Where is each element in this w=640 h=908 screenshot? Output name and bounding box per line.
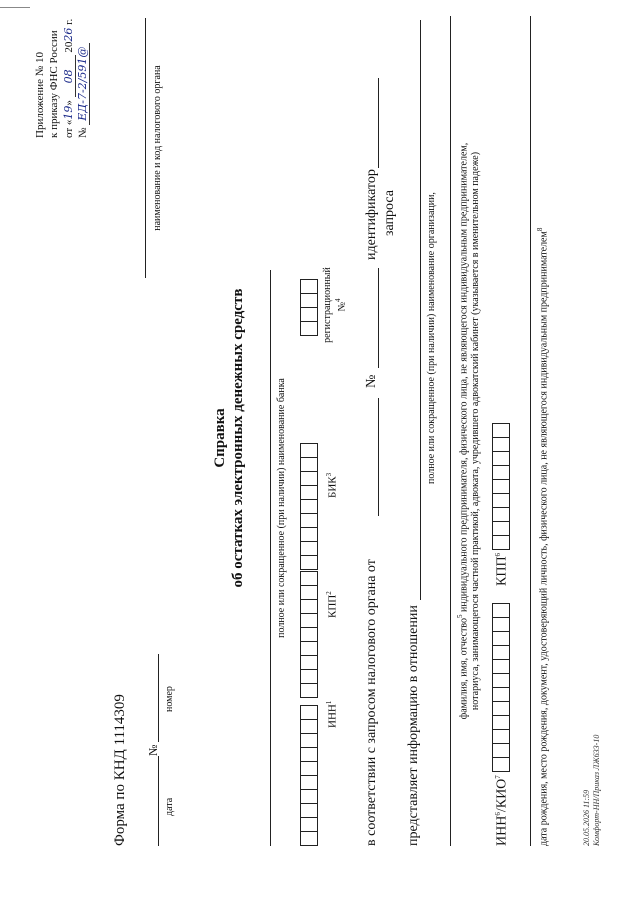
date-caption: дата [164,797,175,816]
title-line2: об остатках электронных денежных средств [230,288,246,588]
appendix-number [76,43,90,138]
request-num-line[interactable] [378,268,379,368]
request-num-sign: № [364,374,379,388]
inn-cells[interactable] [300,706,318,846]
date-month-handwritten: 08 [62,55,76,97]
kpp2-cells[interactable] [492,424,510,550]
kpp2-label-text: КПП [494,556,510,586]
reg-label: регистрационный [322,267,333,343]
appendix-line2: к приказу ФНС России [48,30,60,138]
request-id-label1: идентификатор [364,169,379,260]
kpp-note: 2 [325,591,333,595]
form-knd-label: Форма по КНД 1114309 [112,694,128,846]
print-stamp-line2: Комфорт-НН/Приказ ЛЖ633-10 [592,734,601,846]
bank-name-line [270,270,271,846]
number-caption: номер [164,686,175,712]
request-text: в соответствии с запросом налогового органа от [364,559,379,846]
inn-kio-note: 6 [494,812,502,816]
birth-line[interactable] [530,16,531,846]
appendix-date [62,19,76,138]
date-day-handwritten: 19 [62,105,75,120]
number-line [158,654,159,742]
inn-kio-cells[interactable] [492,604,510,772]
person-caption-1a: фамилия, имя, отчество [458,617,470,720]
kio-note: 7 [494,775,502,779]
tax-organ-caption: наименование и код налогового органа [152,65,163,231]
person-line[interactable] [450,16,451,846]
reg-note: 4 [334,298,342,302]
request-id-label2: запроса [382,190,397,236]
birth-caption [536,228,549,846]
date-suffix: г. [63,18,75,25]
presents-line[interactable] [420,20,421,600]
person-caption-1-note: 5 [456,614,464,618]
inn-note: 1 [325,700,333,705]
bik-note: 3 [325,472,333,477]
tax-organ-line-1 [145,18,146,278]
date-prefix: от « [63,119,75,138]
kpp-label-text: КПП [326,594,339,618]
inn-kio-label-text: ИНН [494,815,510,846]
number-sign: № [146,744,160,756]
request-id-line[interactable] [378,78,379,168]
birth-caption-text: дата рождения, место рождения, документ, удостоверяющий личность, физического лица, не являющегося индивидуальным предпринимателем [538,231,550,846]
kio-label-text: /КИО [494,778,510,813]
appendix-line1: Приложение № 10 [34,51,46,138]
birth-note: 8 [536,227,544,232]
org-caption: полное или сокращенное (при наличии) наименование организации, [426,192,437,484]
print-stamp-line1: 20.05.2026 11:59 [582,789,591,846]
inn-label [325,701,339,728]
person-caption-1 [456,16,469,846]
reg-num-cells[interactable] [300,280,318,336]
person-caption-1c: индивидуального предпринимателя, физического лица, не являющегося индивидуальным предпринимателем, [458,142,470,615]
bik-label [325,473,339,498]
presents-text: представляет информацию в отношении [406,605,421,846]
kpp2-label [494,553,511,586]
kpp-cells[interactable] [300,572,318,698]
title-line1: Справка [212,408,228,468]
inn-label-text: ИНН [326,704,339,728]
bank-caption: полное или сокращенное (при наличии) наименование банка [276,378,287,638]
kpp2-note: 6 [494,552,502,557]
scan-edge-mark [0,7,30,8]
date-line [158,756,159,846]
reg-num-label [334,250,347,360]
inn-kio-label [494,775,511,846]
bik-label-text: БИК [326,476,339,498]
date-year-prefix: 20 [63,41,75,53]
reg-num-sign: № [336,301,348,312]
date-mid: » [63,100,75,106]
person-caption-2: нотариуса, занимающегося частной практикой, адвоката, учредившего адвокатский кабинет (указывается в именительном падеже) [470,151,481,711]
bik-cells[interactable] [300,444,318,570]
kpp-label [325,591,339,618]
num-handwritten: ЕД-7-2/591@ [76,43,90,125]
date-year-handwritten: 26 [62,27,75,42]
num-prefix: № [77,127,89,138]
request-date-line[interactable] [378,398,379,516]
